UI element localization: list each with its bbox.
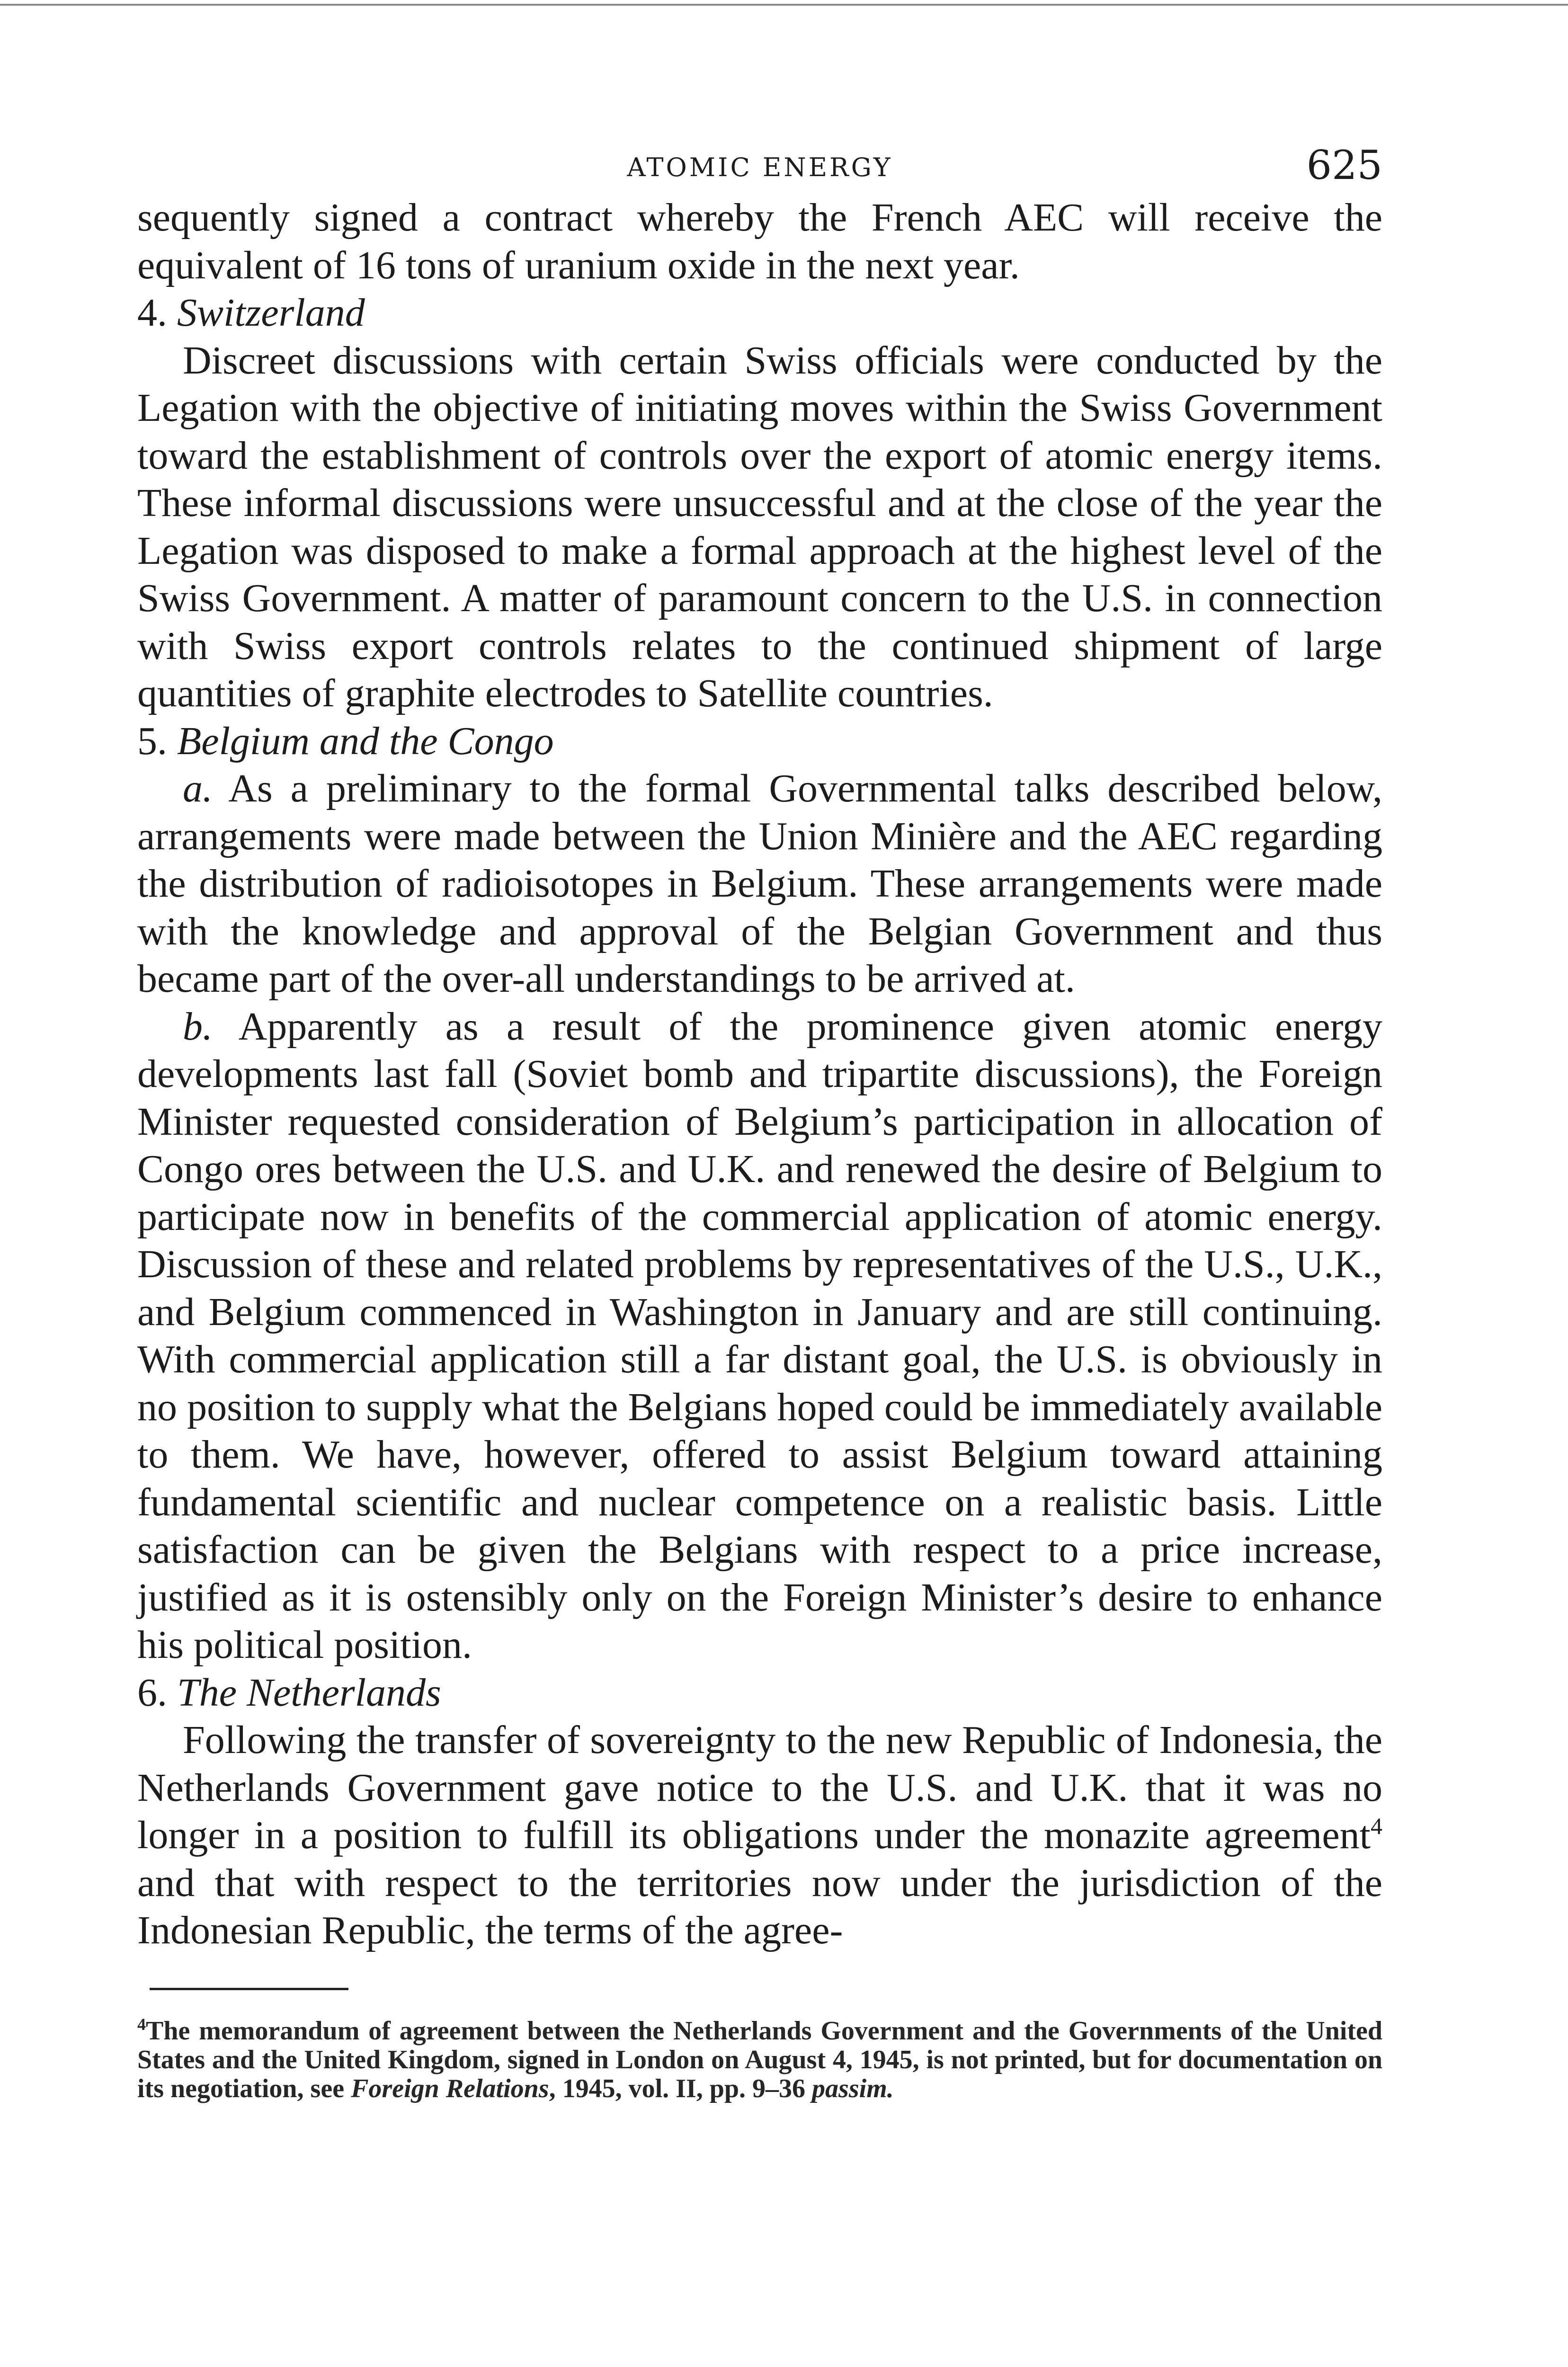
paragraph-text: and that with respect to the territories now under the jurisdiction of the Indonesian Republic, the terms of the agree- — [137, 1860, 1382, 1952]
body-text — [137, 194, 1382, 1955]
paragraph-belgium-b — [137, 1003, 1382, 1669]
subparagraph-letter: b. — [183, 1004, 213, 1049]
footnote-volume: II — [676, 2073, 696, 2103]
section-heading-switzerland — [137, 289, 1382, 337]
section-title: Switzerland — [177, 291, 365, 335]
footnote-text: The memorandum of agreement between the Netherlands Government and the Governments of the United States and the United Kingdom, signed in London on August 4, 1945, is not printed, but for documentation on its negotiation, see — [137, 2016, 1382, 2103]
footnote-reference: 4 — [1371, 1813, 1382, 1839]
section-title: Belgium and the Congo — [177, 719, 554, 763]
section-number: 5. — [137, 719, 167, 763]
footnote-source-title: Foreign Relations — [351, 2073, 549, 2103]
section-heading-netherlands — [137, 1669, 1382, 1717]
running-title: ATOMIC ENERGY — [627, 152, 893, 182]
section-number: 4. — [137, 291, 167, 335]
top-edge-rule — [0, 4, 1568, 6]
page-number: 625 — [1306, 142, 1382, 188]
section-title: The Netherlands — [177, 1670, 441, 1715]
paragraph-belgium-a — [137, 765, 1382, 1003]
footnote-marker: 4 — [137, 2014, 146, 2034]
footnote-passim: passim. — [812, 2073, 894, 2103]
section-heading-belgium — [137, 718, 1382, 765]
running-header — [137, 142, 1382, 194]
subparagraph-text: As a preliminary to the formal Governmental talks described below, arrangements were made between the Union Minière and the AEC regarding the distribution of radioisotopes in Belgium. These arrangements were made with the knowledge and approval of the Belgian Government and thus became part of the over-all understandings to be arrived at. — [137, 766, 1382, 1001]
intro-paragraph: sequently signed a contract whereby the French AEC will receive the equivalent of 16 tons of uranium oxide in the next year. — [137, 196, 1382, 287]
footnote-text: , 1945, vol. — [549, 2073, 676, 2103]
document-page — [137, 142, 1382, 2130]
paragraph-switzerland: Discreet discussions with certain Swiss officials were conducted by the Legation with the objective of initiating moves within the Swiss Government toward the establishment of controls over the export of atomic energy items. These informal discussions were unsuccessful and at the close of the year the Legation was disposed to make a formal approach at the highest level of the Swiss Government. A matter of paramount concern to the U.S. in connection with Swiss export controls relates to the continued shipment of large quantities of graphite electrodes to Satellite countries. — [137, 338, 1382, 715]
paragraph-text: Following the transfer of sovereignty to the new Republic of Indonesia, the Netherlands Government gave notice to the U.S. and U.K. that it was no longer in a position to fulfill its obligations under the monazite agreement — [137, 1718, 1382, 1857]
footnote-divider — [150, 1988, 348, 1990]
subparagraph-text: Apparently as a result of the prominence given atomic energy developments last fall (Soviet bomb and tripartite discussions), the Foreign Minister requested consideration of Belgium’s participation in allocation of Congo ores between the U.S. and U.K. and renewed the desire of Belgium to participate now in benefits of the commercial application of atomic energy. Discussion of these and related problems by representatives of the U.S., U.K., and Belgium commenced in Washington in January and are still continuing. With commercial application still a far distant goal, the U.S. is obviously in no position to supply what the Belgians hoped could be immediately available to them. We have, however, offered to assist Belgium toward attaining fundamental scientific and nuclear competence on a realistic basis. Little satisfaction can be given the Belgians with respect to a price increase, justified as it is ostensibly only on the Foreign Minister’s desire to enhance his political position. — [137, 1004, 1382, 1667]
footnote-pages: , pp. 9–36 — [696, 2073, 812, 2103]
subparagraph-letter: a. — [183, 766, 213, 810]
paragraph-netherlands — [137, 1717, 1382, 1955]
section-number: 6. — [137, 1670, 167, 1715]
footnote — [137, 2014, 1382, 2103]
